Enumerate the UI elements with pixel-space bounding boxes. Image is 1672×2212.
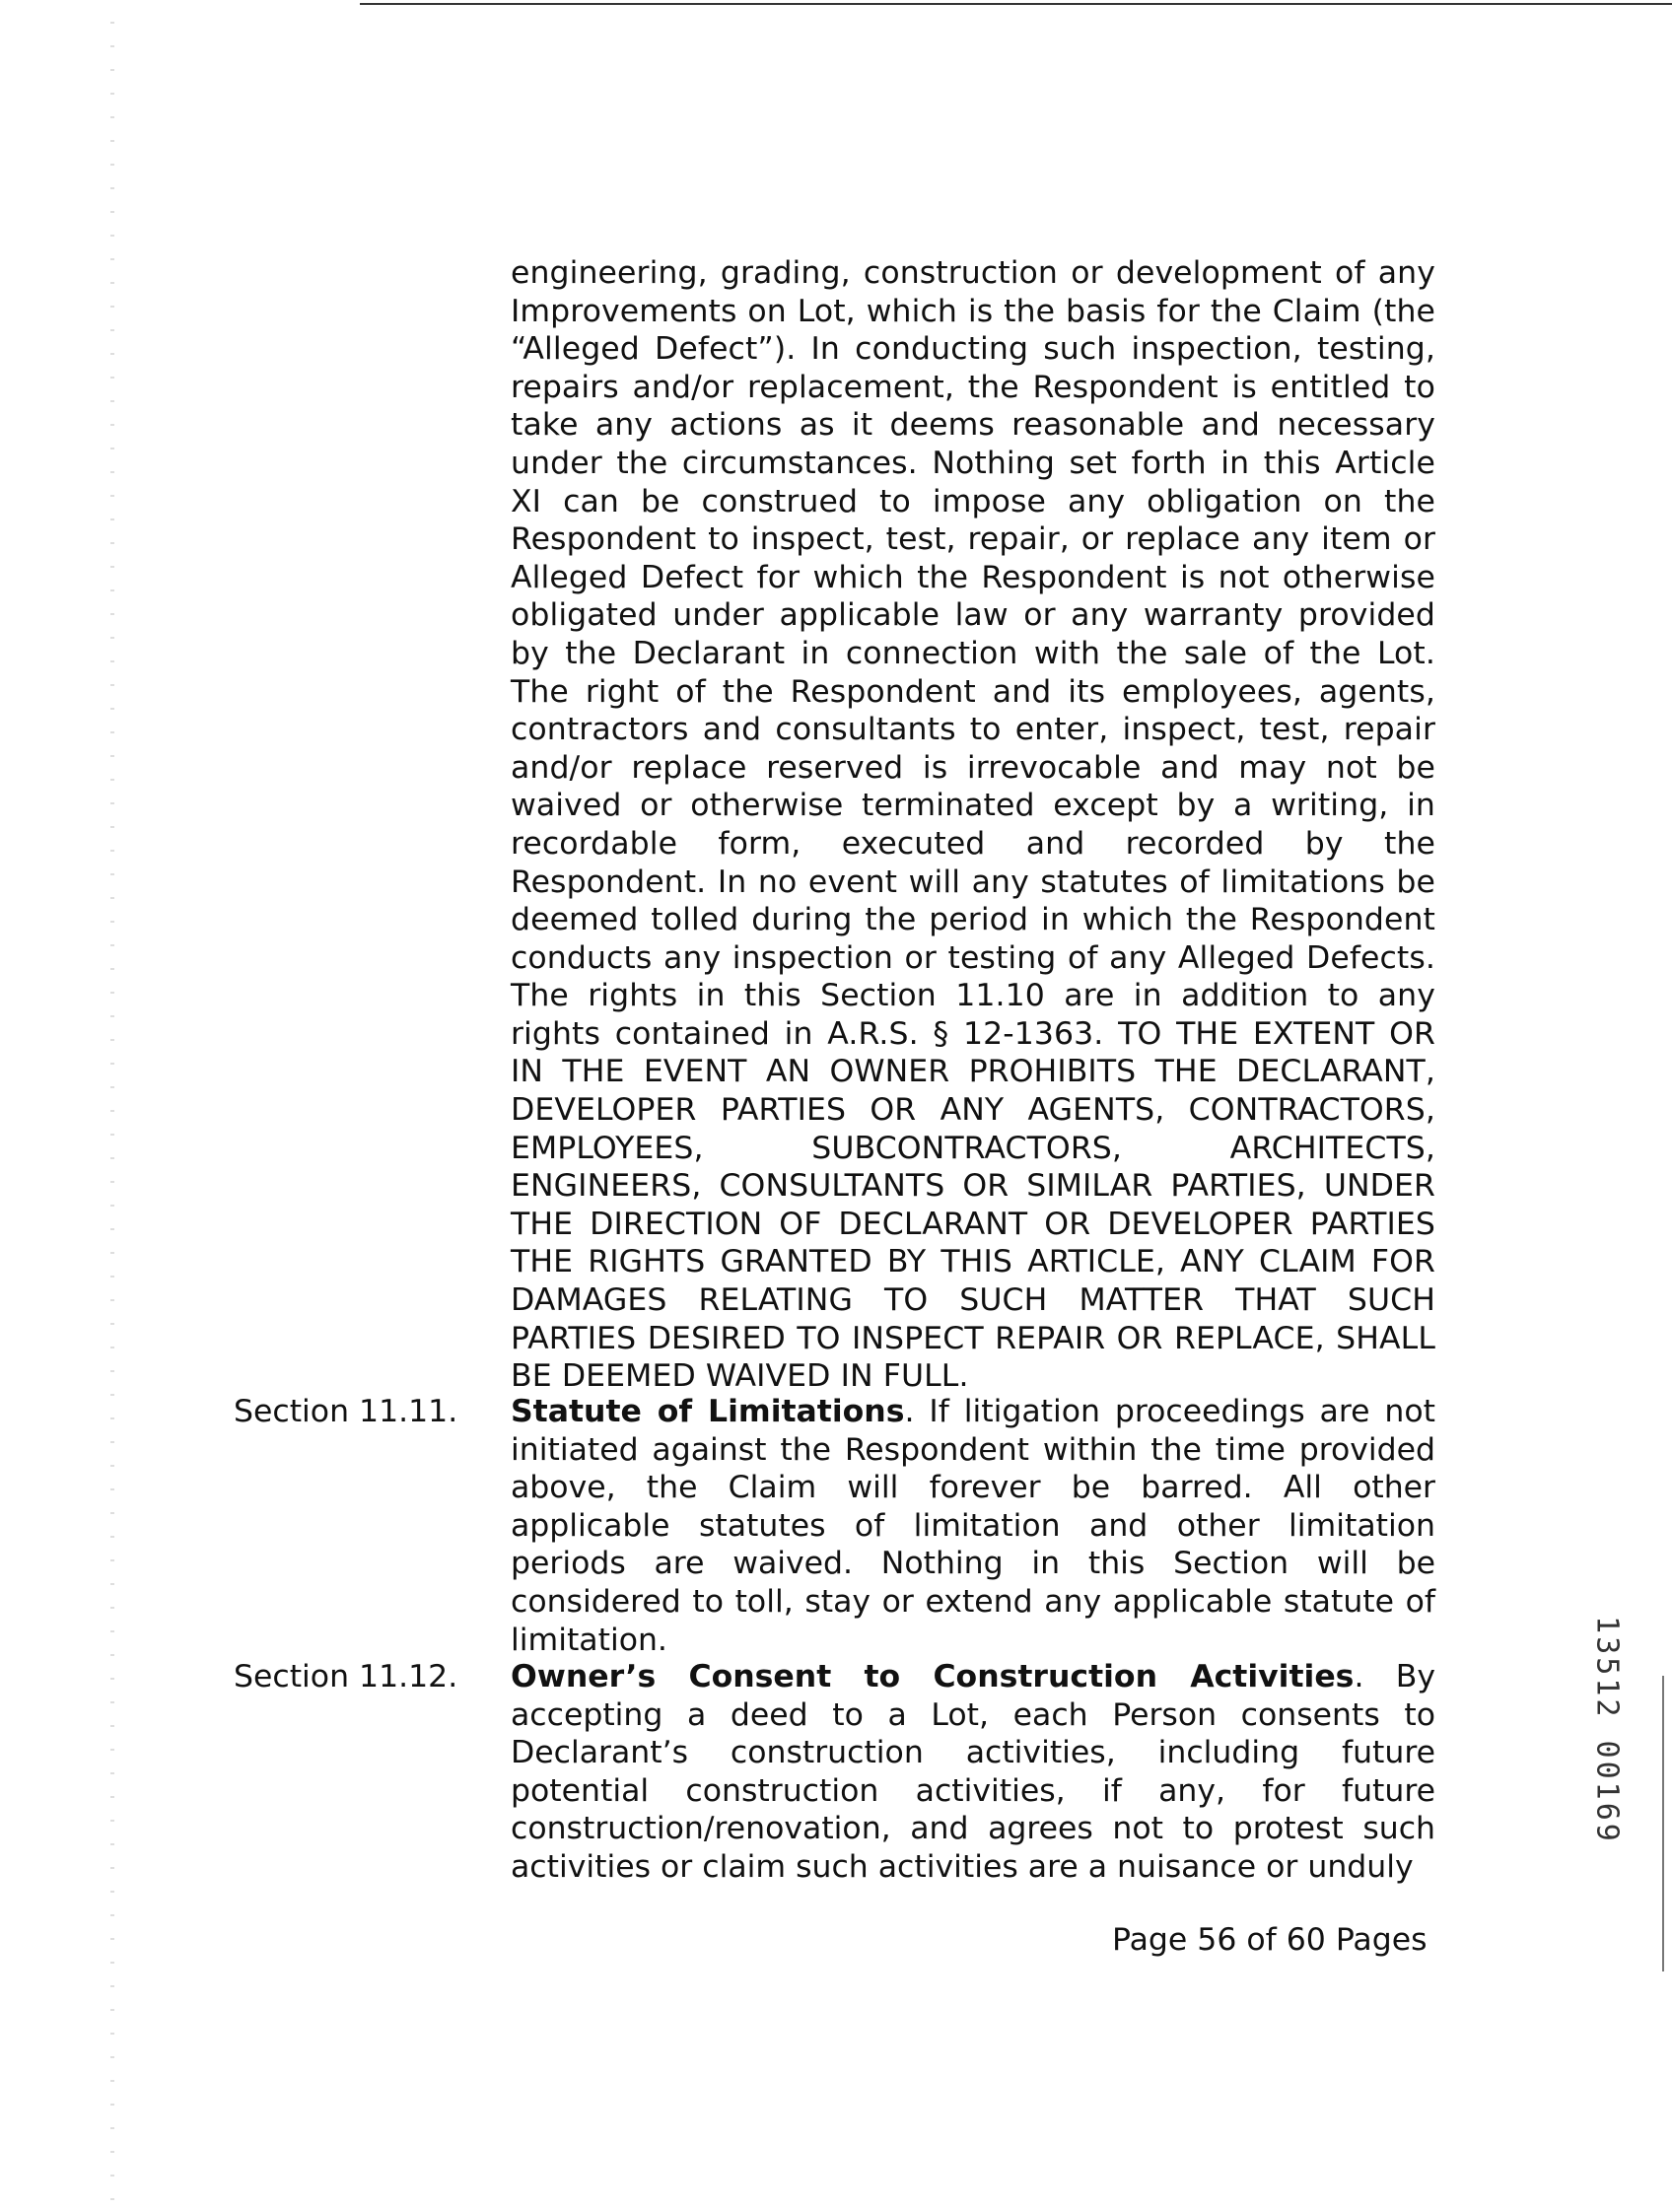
section-number: Section 11.11. (234, 1394, 458, 1429)
section-text: . If litigation proceedings are not initiated against the Respondent within the time provided above, the Claim will forever be barred. All other applicable statutes of limitation and other limitation periods are waived. Nothing in this Section will be considered to toll, stay or extend any applicable statute of limitation. (511, 1394, 1435, 1658)
top-edge-line (360, 3, 1672, 5)
section-text: . By accepting a deed to a Lot, each Person consents to Declarant’s construction activities, including future potential construction activities, if any, for future construction/renovation, and agrees not to protest such activities or claim such activities are a nuisance or unduly (511, 1659, 1435, 1885)
section-heading: Statute of Limitations (511, 1394, 905, 1429)
section-number: Section 11.12. (234, 1659, 458, 1694)
continued-paragraph: engineering, grading, construction or development of any Improvements on Lot, which is the basis for the Claim (the “Alleged Defect”). In conducting such inspection, testing, repairs and/or replacement, the Respondent is entitled to take any actions as it deems reasonable and necessary under the circumstances. Nothing set forth in this Article XI can be construed to impose any obligation on the Respondent to inspect, test, repair, or replace any item or Alleged Defect for which the Respondent is not otherwise obligated under applicable law or any warranty provided by the Declarant in connection with the sale of the Lot. The right of the Respondent and its employees, agents, contractors and consultants to enter, inspect, test, repair and/or replace reserved is irrevocable and may not be waived or otherwise terminated except by a writing, in recordable form, executed and recorded by the Respondent. In no event will any statutes of limitations be deemed tolled during the period in which the Respondent conducts any inspection or testing of any Alleged Defects. The rights in this Section 11.10 are in addition to any rights contained in A.R.S. § 12-1363. TO THE EXTENT OR IN THE EVENT AN OWNER PROHIBITS THE DECLARANT, DEVELOPER PARTIES OR ANY AGENTS, CONTRACTORS, EMPLOYEES, SUBCONTRACTORS, ARCHITECTS, ENGINEERS, CONSULTANTS OR SIMILAR PARTIES, UNDER THE DIRECTION OF DECLARANT OR DEVELOPER PARTIES THE RIGHTS GRANTED BY THIS ARTICLE, ANY CLAIM FOR DAMAGES RELATING TO SUCH MATTER THAT SUCH PARTIES DESIRED TO INSPECT REPAIR OR REPLACE, SHALL BE DEEMED WAIVED IN FULL. (511, 255, 1435, 1395)
section-body (511, 1393, 1435, 1659)
scan-edge-marks (110, 0, 114, 2212)
recording-number: 13512 00169 (1589, 1616, 1625, 1844)
section-body (511, 1658, 1435, 1887)
page-number: Page 56 of 60 Pages (1112, 1922, 1428, 1958)
recording-stamp (1587, 1587, 1627, 1873)
section-heading: Owner’s Consent to Construction Activities (511, 1659, 1355, 1694)
right-edge-line (1662, 1676, 1664, 1971)
